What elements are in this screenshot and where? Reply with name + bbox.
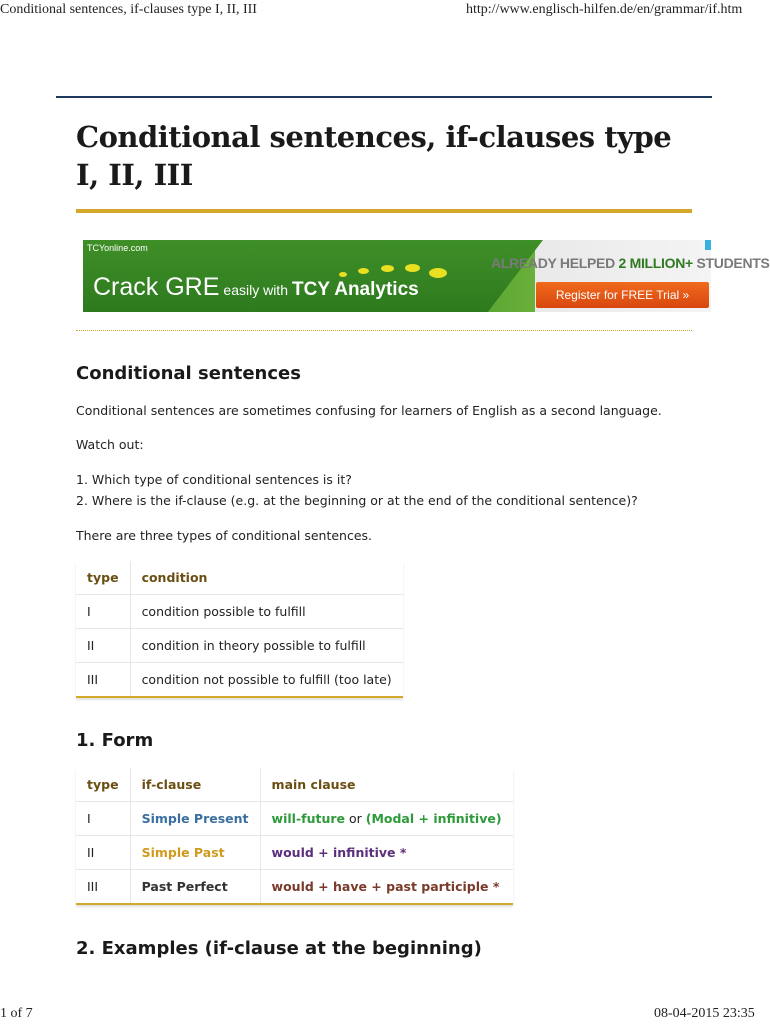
three-types-text: There are three types of conditional sentences.	[76, 528, 373, 543]
ad-stat-prefix: ALREADY HELPED	[491, 255, 615, 271]
table-row	[76, 629, 403, 663]
section-heading-examples: 2. Examples (if-clause at the beginning)	[76, 938, 482, 959]
section-heading-conditional: Conditional sentences	[76, 363, 301, 384]
cell-condition: condition in theory possible to fulfill	[130, 629, 403, 663]
question-1: 1. Which type of conditional sentences is it?	[76, 472, 352, 487]
cell-type: II	[76, 836, 130, 870]
intro-text: Conditional sentences are sometimes confusing for learners of English as a second language.	[76, 403, 662, 418]
table-row	[76, 870, 513, 905]
cell-main-clause	[260, 802, 513, 836]
ad-site-label: TCYonline.com	[87, 243, 148, 253]
print-footer	[0, 1006, 768, 1024]
cell-type: I	[76, 802, 130, 836]
main-clause-part: (Modal + infinitive)	[365, 811, 502, 826]
header-condition: condition	[130, 561, 403, 595]
ad-stat-suffix: STUDENTS	[696, 255, 770, 271]
cell-type: II	[76, 629, 130, 663]
cell-type: III	[76, 870, 130, 905]
print-header-url[interactable]: http://www.englisch-hilfen.de/en/grammar/if.htm	[466, 2, 743, 17]
cell-if-clause: Past Perfect	[130, 870, 260, 905]
cell-main-clause: would + infinitive *	[260, 836, 513, 870]
question-2: 2. Where is the if-clause (e.g. at the beginning or at the end of the conditional sentence)?	[76, 493, 638, 508]
ad-choices-icon[interactable]	[705, 240, 711, 250]
cell-if-clause: Simple Present	[130, 802, 260, 836]
ad-register-button[interactable]: Register for FREE Trial »	[536, 282, 709, 308]
ad-dot-icon	[381, 265, 394, 272]
print-header	[0, 2, 768, 22]
ad-dot-icon	[429, 268, 447, 278]
page-title: Conditional sentences, if-clauses type I, II, III	[76, 120, 672, 192]
ad-headline-small: easily with	[223, 282, 288, 298]
header-main-clause: main clause	[260, 768, 513, 802]
header-type: type	[76, 561, 130, 595]
main-clause-part: will-future	[271, 811, 345, 826]
cell-type: III	[76, 663, 130, 698]
print-footer-datetime: 08-04-2015 23:35	[654, 1006, 755, 1021]
table-row	[76, 595, 403, 629]
main-clause-or: or	[345, 811, 366, 826]
cell-condition: condition not possible to fulfill (too late)	[130, 663, 403, 698]
table-header-row	[76, 768, 513, 802]
header-if-clause: if-clause	[130, 768, 260, 802]
cell-if-clause: Simple Past	[130, 836, 260, 870]
ad-stat	[491, 255, 770, 271]
ad-stat-strong: 2 MILLION+	[618, 255, 693, 271]
ad-banner[interactable]	[83, 240, 770, 312]
watch-out-text: Watch out:	[76, 437, 144, 452]
print-footer-page: 1 of 7	[0, 1006, 33, 1021]
types-table	[76, 561, 403, 698]
table-header-row	[76, 561, 403, 595]
ad-headline-brand: TCY Analytics	[292, 279, 419, 300]
cell-condition: condition possible to fulfill	[130, 595, 403, 629]
title-underline	[76, 209, 692, 213]
header-type: type	[76, 768, 130, 802]
ad-dot-icon	[405, 264, 420, 272]
ad-headline-big: Crack GRE	[93, 273, 220, 301]
ad-headline	[93, 273, 419, 302]
table-row	[76, 802, 513, 836]
print-header-title: Conditional sentences, if-clauses type I, II, III	[0, 2, 257, 17]
cell-type: I	[76, 595, 130, 629]
form-table	[76, 768, 513, 905]
table-row	[76, 836, 513, 870]
top-divider	[56, 96, 712, 98]
dotted-divider	[76, 330, 692, 331]
section-heading-form: 1. Form	[76, 730, 154, 751]
table-row	[76, 663, 403, 698]
cell-main-clause: would + have + past participle *	[260, 870, 513, 905]
